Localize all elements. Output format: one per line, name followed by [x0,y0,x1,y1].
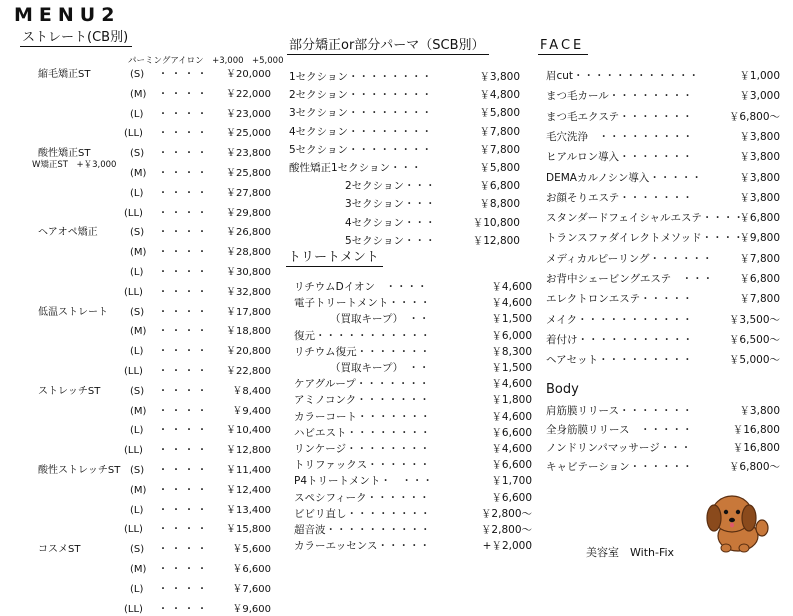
size-label: (L) [130,346,144,357]
w-correction-note: W矯正ST +￥3,000 [32,160,117,170]
size-label: (M) [130,89,147,100]
treatment-item-name: トリファックス・・・・・・ [294,459,431,471]
partial-item-name: 2セクション・・・ [345,180,436,192]
treatment-item-price: ￥2,800～ [480,508,532,520]
treatment-item-name: スペシフィーク・・・・・・ [294,492,430,504]
size-label: (S) [130,386,145,397]
dot-leader: ・・・・ [158,128,210,139]
body-item-price: ￥6,800～ [728,461,780,473]
size-label: (LL) [124,604,143,615]
size-label: (S) [130,465,145,476]
face-item-name: ヒアルロン導入・・・・・・・ [546,151,693,163]
size-label: (S) [130,307,145,318]
partial-item-price: ￥6,800 [479,180,520,192]
dot-leader: ・・・・ [158,386,210,397]
treatment-item-price: ￥1,500 [491,362,532,374]
dot-leader: ・・・・ [158,69,210,80]
treatment-item-price: ￥6,600 [491,459,532,471]
body-item-name: ノンドリンパマッサージ・・・ [546,442,692,454]
body-item-price: ￥16,800 [732,442,780,454]
partial-item-name: 酸性矯正1セクション・・・ [289,162,422,174]
face-item-price: ￥3,000 [739,90,780,102]
treatment-item-price: ￥2,800～ [480,524,532,536]
size-label: (M) [130,247,147,258]
partial-item-name: 4セクション・・・・・・・・ [289,126,432,138]
treatment-item-price: ￥4,600 [491,281,532,293]
size-label: (LL) [124,128,143,139]
straight-group-name: ヘアオペ矯正 [38,227,98,238]
dot-leader: ・・・・ [158,227,210,238]
dot-leader: ・・・・ [158,505,210,516]
treatment-item-name: ビビリ直し・・・・・・・・ [294,508,431,520]
partial-item-price: ￥3,800 [479,71,520,83]
dot-leader: ・・・・ [158,485,210,496]
body-item-price: ￥16,800 [732,424,780,436]
face-item-price: ￥6,800～ [728,111,780,123]
treatment-item-price: ￥1,700 [491,475,532,487]
price-value: ￥22,800 [226,366,271,377]
size-label: (S) [130,148,145,159]
price-value: ￥22,000 [226,89,271,100]
face-item-price: ￥9,800 [739,232,780,244]
treatment-item-price: ￥6,600 [491,427,532,439]
dot-leader: ・・・・ [158,584,210,595]
treatment-item-name: リチウムDイオン ・・・・ [294,281,428,293]
face-item-name: メイク・・・・・・・・・・・ [546,314,693,326]
dot-leader: ・・・・ [158,188,210,199]
dot-leader: ・・・・ [158,267,210,278]
price-value: ￥10,400 [226,425,271,436]
size-label: (LL) [124,524,143,535]
treatment-item-price: ￥1,500 [491,313,532,325]
dot-leader: ・・・・ [158,406,210,417]
face-item-price: ￥3,800 [739,192,780,204]
body-item-name: キャビテーション・・・・・・ [546,461,693,473]
price-value: ￥18,800 [226,326,271,337]
dot-leader: ・・・・ [158,148,210,159]
partial-item-name: 3セクション・・・・・・・・ [289,107,432,119]
price-value: ￥5,600 [232,544,271,555]
partial-heading: 部分矯正or部分パーマ（SCB別） [287,38,489,55]
price-value: ￥9,600 [232,604,271,615]
face-item-name: 眉cut・・・・・・・・・・・・ [546,70,700,82]
size-label: (L) [130,109,144,120]
partial-item-price: ￥4,800 [479,89,520,101]
face-item-price: ￥3,800 [739,172,780,184]
straight-group-name: 酸性矯正ST [38,148,91,159]
dog-illustration [702,488,772,554]
treatment-item-price: ￥1,800 [491,394,532,406]
price-value: ￥12,400 [226,485,271,496]
partial-item-price: ￥8,800 [479,198,520,210]
face-item-name: エレクトロンエステ・・・・・ [546,293,693,305]
face-item-name: 毛穴洗浄 ・・・・・・・・・ [546,131,693,143]
straight-group-name: 酸性ストレッチST [38,465,121,476]
body-item-name: 肩筋膜リリース・・・・・・・ [546,405,693,417]
treatment-item-price: ￥4,600 [491,443,532,455]
face-item-price: ￥7,800 [739,293,780,305]
size-label: (LL) [124,287,143,298]
treatment-item-name: （買取キープ） ・・ [330,313,430,325]
treatment-item-name: 電子トリートメント・・・・ [294,297,431,309]
treatment-item-name: アミノコンク・・・・・・・ [294,394,430,406]
size-label: (M) [130,485,147,496]
price-value: ￥6,600 [232,564,271,575]
face-item-name: まつ毛カール・・・・・・・・ [546,90,693,102]
size-label: (LL) [124,208,143,219]
partial-item-name: 4セクション・・・ [345,217,436,229]
dot-leader: ・・・・ [158,346,210,357]
dot-leader: ・・・・ [158,366,210,377]
treatment-item-price: ￥4,600 [491,411,532,423]
treatment-item-price: +￥2,000 [482,540,532,552]
price-value: ￥13,400 [226,505,271,516]
partial-item-name: 1セクション・・・・・・・・ [289,71,432,83]
size-label: (LL) [124,366,143,377]
size-label: (M) [130,406,147,417]
dot-leader: ・・・・ [158,287,210,298]
dot-leader: ・・・・ [158,425,210,436]
treatment-item-price: ￥6,000 [491,330,532,342]
treatment-item-name: （買取キープ） ・・ [330,362,430,374]
treatment-item-name: リンケージ・・・・・・・・ [294,443,431,455]
size-label: (S) [130,227,145,238]
price-value: ￥26,800 [226,227,271,238]
partial-item-price: ￥7,800 [479,144,520,156]
size-label: (L) [130,584,144,595]
page-title: MENU2 [14,4,121,26]
partial-item-price: ￥5,800 [479,107,520,119]
salon-name: 美容室 With-Fix [586,546,675,559]
treatment-item-price: ￥6,600 [491,492,532,504]
size-label: (L) [130,425,144,436]
dot-leader: ・・・・ [158,465,210,476]
face-item-name: お顔そりエステ・・・・・・・ [546,192,693,204]
dot-leader: ・・・・ [158,168,210,179]
price-value: ￥15,800 [226,524,271,535]
size-label: (M) [130,564,147,575]
size-label: (L) [130,505,144,516]
face-item-price: ￥6,500～ [728,334,780,346]
price-value: ￥23,000 [226,109,271,120]
size-label: (S) [130,69,145,80]
price-value: ￥27,800 [226,188,271,199]
face-item-name: スタンダードフェイシャルエステ・・・・ [546,212,744,224]
straight-group-name: コスメST [38,544,81,555]
size-label: (M) [130,326,147,337]
size-label: (M) [130,168,147,179]
price-value: ￥25,000 [226,128,271,139]
partial-item-name: 5セクション・・・・・・・・ [289,144,432,156]
dot-leader: ・・・・ [158,604,210,615]
treatment-item-name: P4トリートメント・ ・・・ [294,475,433,487]
price-value: ￥32,800 [226,287,271,298]
dot-leader: ・・・・ [158,445,210,456]
dot-leader: ・・・・ [158,326,210,337]
partial-item-name: 2セクション・・・・・・・・ [289,89,432,101]
treatment-item-price: ￥4,600 [491,378,532,390]
treatment-item-name: 超音波・・・・・・・・・・ [294,524,431,536]
face-item-price: ￥6,800 [739,212,780,224]
straight-group-name: 低温ストレート [38,307,108,318]
face-item-name: お背中シェービングエステ ・・・ [546,273,714,285]
body-item-price: ￥3,800 [739,405,780,417]
dot-leader: ・・・・ [158,524,210,535]
dot-leader: ・・・・ [158,109,210,120]
treatment-item-name: リチウム復元・・・・・・・ [294,346,431,358]
size-label: (L) [130,267,144,278]
dot-leader: ・・・・ [158,247,210,258]
face-item-price: ￥3,800 [739,151,780,163]
price-value: ￥20,800 [226,346,271,357]
treatment-item-price: ￥8,300 [491,346,532,358]
partial-item-name: 3セクション・・・ [345,198,436,210]
size-label: (S) [130,544,145,555]
treatment-item-name: 復元・・・・・・・・・・・ [294,330,431,342]
face-item-price: ￥6,800 [739,273,780,285]
dot-leader: ・・・・ [158,544,210,555]
price-value: ￥17,800 [226,307,271,318]
partial-item-price: ￥7,800 [479,126,520,138]
face-item-name: ヘアセット・・・・・・・・・ [546,354,693,366]
size-label: (L) [130,188,144,199]
price-value: ￥29,800 [226,208,271,219]
partial-item-price: ￥12,800 [472,235,520,247]
body-item-name: 全身筋膜リリース ・・・・・ [546,424,693,436]
face-item-price: ￥7,800 [739,253,780,265]
dot-leader: ・・・・ [158,89,210,100]
face-heading: FACE [538,38,588,55]
price-value: ￥23,800 [226,148,271,159]
face-item-name: 着付け・・・・・・・・・・・ [546,334,693,346]
face-item-name: トランスファダイレクトメソッド・・・・ [546,232,744,244]
face-item-price: ￥3,800 [739,131,780,143]
price-value: ￥25,800 [226,168,271,179]
price-value: ￥7,600 [232,584,271,595]
price-value: ￥20,000 [226,69,271,80]
price-value: ￥28,800 [226,247,271,258]
dot-leader: ・・・・ [158,208,210,219]
face-item-price: ￥3,500～ [728,314,780,326]
price-value: ￥30,800 [226,267,271,278]
treatment-heading: トリートメント [286,250,383,267]
treatment-item-name: ケアグループ・・・・・・・ [294,378,430,390]
size-label: (LL) [124,445,143,456]
partial-item-name: 5セクション・・・ [345,235,436,247]
partial-item-price: ￥5,800 [479,162,520,174]
treatment-item-name: ハビエスト・・・・・・・・ [294,427,431,439]
straight-heading: ストレート(CB別) [20,30,132,47]
body-heading: Body [546,382,579,397]
face-item-price: ￥5,000～ [728,354,780,366]
price-value: ￥9,400 [232,406,271,417]
face-item-name: まつ毛エクステ・・・・・・・ [546,111,693,123]
straight-group-name: ストレッチST [38,386,101,397]
iron-note: パーミングアイロン +3,000 +5,000 [128,56,284,66]
price-value: ￥12,800 [226,445,271,456]
face-item-price: ￥1,000 [739,70,780,82]
treatment-item-price: ￥4,600 [491,297,532,309]
treatment-item-name: カラーコート・・・・・・・ [294,411,431,423]
straight-group-name: 縮毛矯正ST [38,69,91,80]
treatment-item-name: カラーエッセンス・・・・・ [294,540,430,552]
dot-leader: ・・・・ [158,307,210,318]
price-value: ￥11,400 [226,465,271,476]
partial-item-price: ￥10,800 [472,217,520,229]
face-item-name: メディカルピーリング・・・・・・ [546,253,713,265]
face-item-name: DEMAカルノシン導入・・・・・ [546,172,702,184]
dot-leader: ・・・・ [158,564,210,575]
price-value: ￥8,400 [232,386,271,397]
